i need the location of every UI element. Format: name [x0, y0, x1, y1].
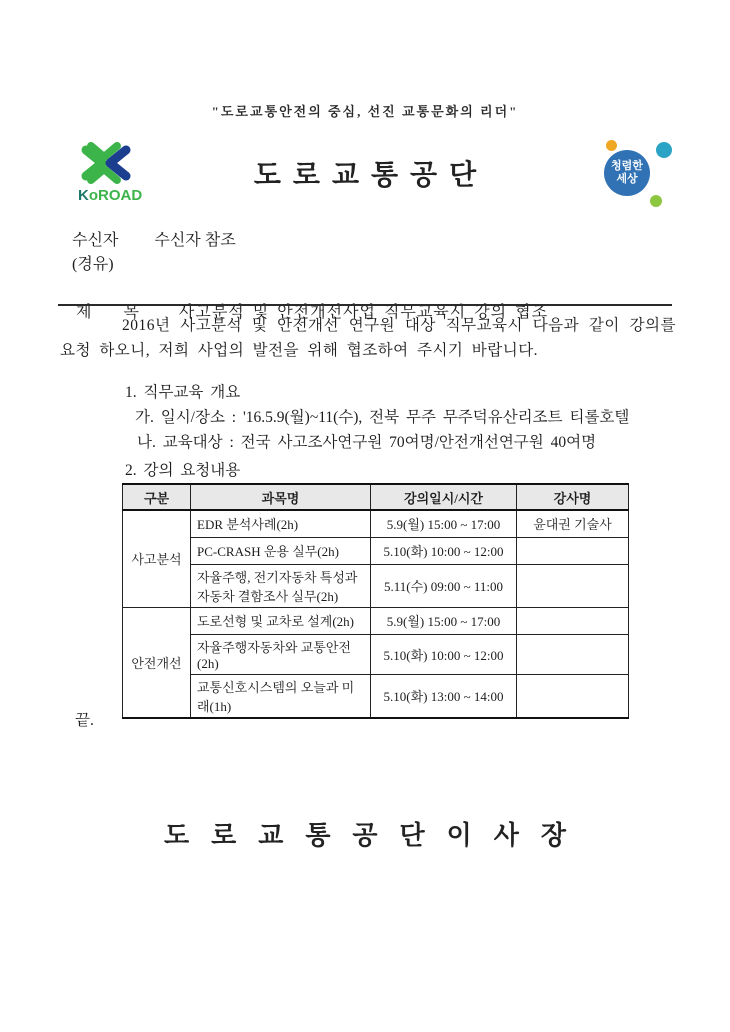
subject-label: 제 목 — [76, 304, 153, 321]
orange-dot — [606, 140, 617, 151]
time-cell: 5.11(수) 09:00 ~ 11:00 — [371, 564, 517, 607]
time-cell: 5.10(화) 10:00 ~ 12:00 — [371, 634, 517, 674]
subject-divider — [58, 304, 672, 306]
category-cell: 안전개선 — [123, 607, 191, 718]
subject-cell: EDR 분석사례(2h) — [191, 510, 371, 537]
integrity-logo-line1: 청렴한 — [611, 160, 643, 173]
subject-value: 사고분석 및 안전개선사업 직무교육시 강의 협조 — [178, 304, 549, 321]
slogan-text: "도로교통안전의 중심, 선진 교통문화의 리더" — [211, 104, 519, 119]
time-cell: 5.9(월) 15:00 ~ 17:00 — [371, 607, 517, 634]
lecturer-cell — [517, 607, 629, 634]
lecturer-cell — [517, 634, 629, 674]
recipient-row — [72, 227, 236, 250]
green-dot — [650, 195, 662, 207]
col-header-lecturer: 강사명 — [517, 484, 629, 510]
col-header-category: 구분 — [123, 484, 191, 510]
table-row — [123, 674, 629, 718]
integrity-campaign-logo — [600, 138, 684, 218]
col-header-time: 강의일시/시간 — [371, 484, 517, 510]
category-cell: 사고분석 — [123, 510, 191, 607]
table-row — [123, 564, 629, 607]
table-row — [123, 634, 629, 674]
subject-cell: 교통신호시스템의 오늘과 미래(1h) — [191, 674, 371, 718]
integrity-logo-circle — [604, 150, 650, 196]
signature-title: 도로교통공단이사장 — [163, 821, 589, 850]
lecturer-cell: 윤대권 기술사 — [517, 510, 629, 537]
page-title: 도로교통공단 — [253, 160, 489, 191]
time-cell: 5.10(화) 13:00 ~ 14:00 — [371, 674, 517, 718]
subject-cell: 자율주행, 전기자동차 특성과 자동차 결함조사 실무(2h) — [191, 564, 371, 607]
body-paragraph: 2016년 사고분석 및 안전개선 연구원 대상 직무교육시 다음과 같이 강의를 요청 하오니, 저희 사업의 발전을 위해 협조하여 주시기 바랍니다. — [60, 317, 676, 359]
section-1-title: 1. 직무교육 개요 — [125, 384, 241, 401]
teal-dot — [656, 142, 672, 158]
subject-cell: PC-CRASH 운용 실무(2h) — [191, 537, 371, 564]
lecture-schedule-table — [122, 483, 629, 719]
time-cell: 5.10(화) 10:00 ~ 12:00 — [371, 537, 517, 564]
table-header-row — [123, 484, 629, 510]
koroad-logo-text: KoROAD — [78, 187, 143, 204]
lecturer-cell — [517, 537, 629, 564]
recipient-value: 수신자 참조 — [154, 232, 236, 249]
table-row — [123, 537, 629, 564]
section-1-item-na: 나. 교육대상 : 전국 사고조사연구원 70여명/안전개선연구원 40여명 — [137, 434, 597, 451]
recipient-label: 수신자 — [72, 232, 119, 249]
table-row — [123, 510, 629, 537]
lecturer-cell — [517, 674, 629, 718]
subject-cell: 자율주행자동차와 교통안전(2h) — [191, 634, 371, 674]
closing-mark: 끝. — [75, 712, 94, 729]
section-1-item-ga: 가. 일시/장소 : '16.5.9(월)~11(수), 전북 무주 무주덕유산리조트 티롤호텔 — [135, 409, 630, 426]
integrity-logo-line2: 세상 — [616, 173, 638, 185]
section-2-title: 2. 강의 요청내용 — [125, 462, 241, 479]
time-cell: 5.9(월) 15:00 ~ 17:00 — [371, 510, 517, 537]
col-header-subject: 과목명 — [191, 484, 371, 510]
table-row — [123, 607, 629, 634]
subject-cell: 도로선형 및 교차로 설계(2h) — [191, 607, 371, 634]
via-line: (경유) — [72, 256, 114, 273]
lecturer-cell — [517, 564, 629, 607]
